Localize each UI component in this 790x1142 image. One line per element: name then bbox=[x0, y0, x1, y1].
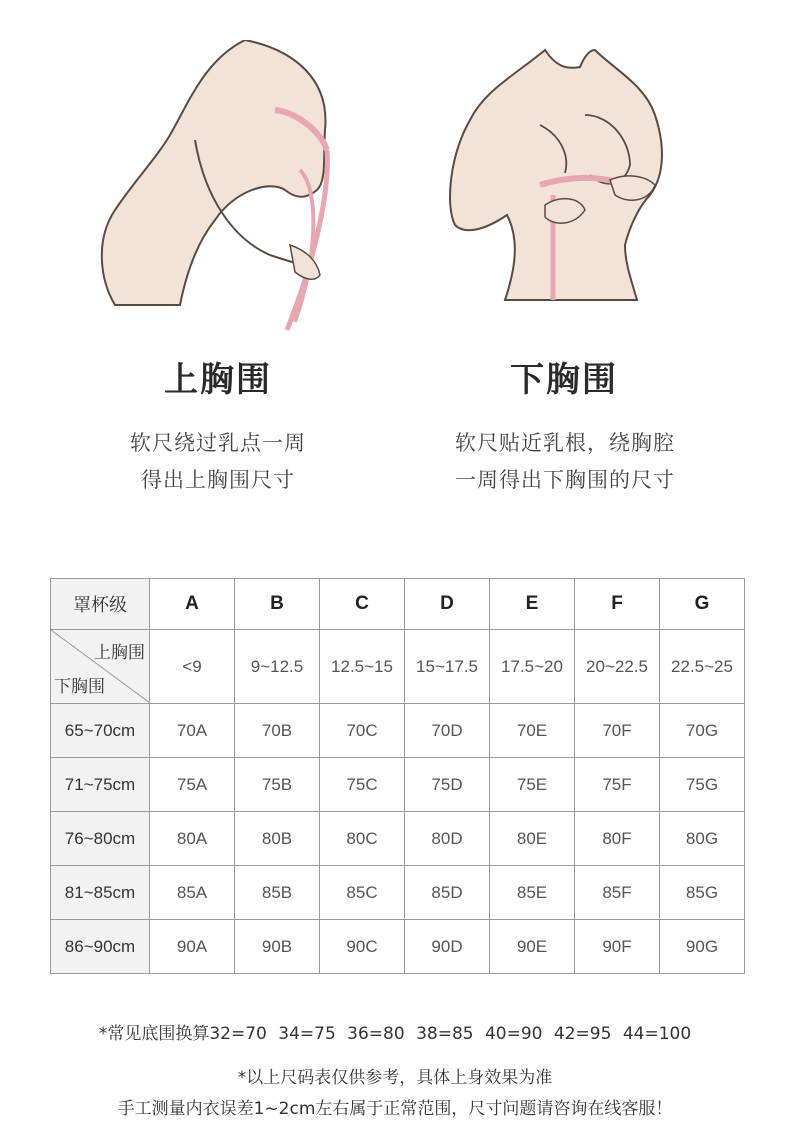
lower-bust-illustration bbox=[445, 45, 680, 305]
size-cell: 85F bbox=[575, 866, 660, 920]
size-cell: 80E bbox=[490, 812, 575, 866]
size-cell: 80F bbox=[575, 812, 660, 866]
size-cell: 90F bbox=[575, 920, 660, 974]
upper-diff-cell: 20~22.5 bbox=[575, 630, 660, 704]
size-cell: 80C bbox=[320, 812, 405, 866]
upper-diff-row bbox=[51, 630, 745, 704]
upper-bust-description bbox=[48, 425, 388, 499]
size-cell: 75D bbox=[405, 758, 490, 812]
upper-diff-cell: 15~17.5 bbox=[405, 630, 490, 704]
table-row bbox=[51, 812, 745, 866]
cup-header: F bbox=[575, 579, 660, 630]
lower-bust-range: 81~85cm bbox=[51, 866, 150, 920]
size-cell: 70G bbox=[660, 704, 745, 758]
lower-bust-range: 71~75cm bbox=[51, 758, 150, 812]
size-cell: 85C bbox=[320, 866, 405, 920]
size-cell: 75C bbox=[320, 758, 405, 812]
upper-desc-line-2: 得出上胸围尺寸 bbox=[141, 468, 295, 492]
lower-bust-range: 86~90cm bbox=[51, 920, 150, 974]
upper-diff-cell: 9~12.5 bbox=[235, 630, 320, 704]
size-cell: 90C bbox=[320, 920, 405, 974]
diag-lower-bust-label: 下胸围 bbox=[54, 677, 105, 696]
reference-disclaimer: *以上尺码表仅供参考，具体上身效果为准 bbox=[237, 1068, 553, 1088]
size-cell: 75G bbox=[660, 758, 745, 812]
size-cell: 70E bbox=[490, 704, 575, 758]
table-row bbox=[51, 758, 745, 812]
upper-bust-title: 上胸围 bbox=[164, 360, 272, 400]
lower-bust-range: 65~70cm bbox=[51, 704, 150, 758]
band-conversion-note: *常见底围换算32=70 34=75 36=80 38=85 40=90 42=95 44=100 bbox=[98, 1024, 692, 1044]
size-cell: 70F bbox=[575, 704, 660, 758]
cup-header: C bbox=[320, 579, 405, 630]
size-cell: 90E bbox=[490, 920, 575, 974]
size-cell: 90A bbox=[150, 920, 235, 974]
size-cell: 85G bbox=[660, 866, 745, 920]
upper-bust-illustration bbox=[95, 40, 335, 340]
size-chart-table bbox=[50, 578, 745, 974]
size-cell: 80G bbox=[660, 812, 745, 866]
size-cell: 75F bbox=[575, 758, 660, 812]
measurement-error-note: 手工测量内衣误差1~2cm左右属于正常范围，尺寸问题请咨询在线客服！ bbox=[117, 1099, 673, 1119]
size-cell: 85A bbox=[150, 866, 235, 920]
size-cell: 80B bbox=[235, 812, 320, 866]
size-cell: 70C bbox=[320, 704, 405, 758]
size-cell: 85E bbox=[490, 866, 575, 920]
upper-diff-cell: 12.5~15 bbox=[320, 630, 405, 704]
diagonal-header-cell bbox=[51, 630, 150, 704]
size-cell: 90B bbox=[235, 920, 320, 974]
table-row bbox=[51, 920, 745, 974]
cup-level-label: 罩杯级 bbox=[51, 579, 150, 630]
size-cell: 70A bbox=[150, 704, 235, 758]
size-cell: 75A bbox=[150, 758, 235, 812]
lower-bust-title: 下胸围 bbox=[510, 360, 618, 400]
size-cell: 80D bbox=[405, 812, 490, 866]
size-cell: 70D bbox=[405, 704, 490, 758]
cup-header: G bbox=[660, 579, 745, 630]
size-cell: 90G bbox=[660, 920, 745, 974]
upper-desc-line-1: 软尺绕过乳点一周 bbox=[130, 431, 306, 455]
size-cell: 80A bbox=[150, 812, 235, 866]
size-cell: 75B bbox=[235, 758, 320, 812]
size-cell: 85D bbox=[405, 866, 490, 920]
cup-header: D bbox=[405, 579, 490, 630]
cup-header: E bbox=[490, 579, 575, 630]
upper-diff-cell: <9 bbox=[150, 630, 235, 704]
cup-header: A bbox=[150, 579, 235, 630]
size-cell: 85B bbox=[235, 866, 320, 920]
lower-desc-line-1: 软尺贴近乳根，绕胸腔 bbox=[455, 431, 675, 455]
size-cell: 70B bbox=[235, 704, 320, 758]
cup-header: B bbox=[235, 579, 320, 630]
size-cell: 75E bbox=[490, 758, 575, 812]
upper-diff-cell: 17.5~20 bbox=[490, 630, 575, 704]
upper-diff-cell: 22.5~25 bbox=[660, 630, 745, 704]
size-cell: 90D bbox=[405, 920, 490, 974]
table-row bbox=[51, 704, 745, 758]
lower-bust-description bbox=[395, 425, 735, 499]
cup-header-row bbox=[51, 579, 745, 630]
lower-desc-line-2: 一周得出下胸围的尺寸 bbox=[455, 468, 675, 492]
lower-bust-range: 76~80cm bbox=[51, 812, 150, 866]
diag-upper-bust-label: 上胸围 bbox=[94, 643, 145, 662]
table-row bbox=[51, 866, 745, 920]
